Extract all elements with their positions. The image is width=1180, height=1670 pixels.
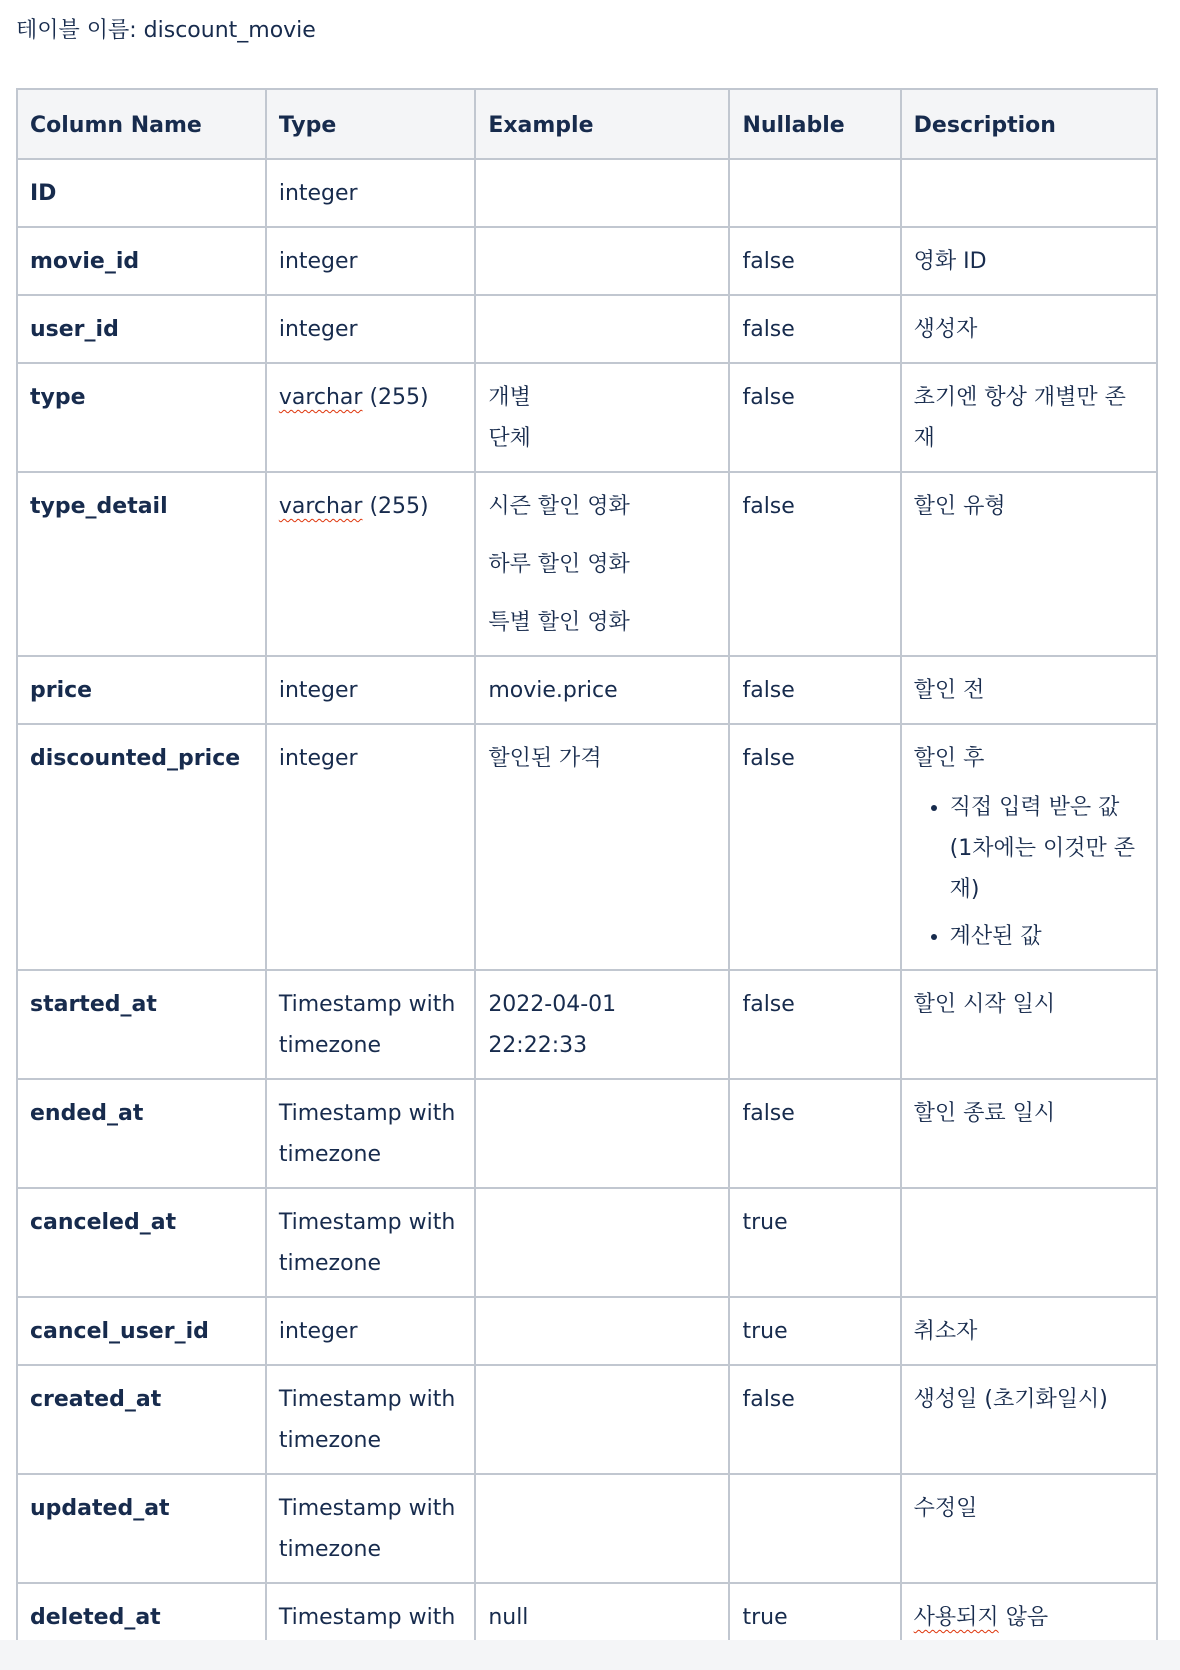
description-text: 생성자	[913, 317, 978, 342]
example-value: 특별 할인 영화	[488, 610, 630, 635]
example-cell	[475, 970, 729, 1079]
nullable-cell: true	[729, 1583, 900, 1670]
nullable-cell: true	[729, 1188, 900, 1297]
header-row	[17, 89, 1157, 159]
nullable-cell: false	[729, 295, 900, 363]
table-row	[17, 970, 1157, 1079]
table-row	[17, 1297, 1157, 1365]
description-cell	[901, 1365, 1157, 1474]
column-name-cell: type	[17, 363, 266, 472]
description-cell	[901, 970, 1157, 1079]
description-cell	[901, 656, 1157, 724]
table-row	[17, 724, 1157, 970]
nullable-cell: false	[729, 970, 900, 1079]
table-row	[17, 656, 1157, 724]
example-cell	[475, 656, 729, 724]
type-rest: (255)	[362, 494, 429, 519]
column-name-cell: type_detail	[17, 472, 266, 656]
type-cell: integer	[266, 1297, 475, 1365]
description-cell	[901, 1297, 1157, 1365]
description-text: 영화 ID	[913, 249, 987, 274]
type-cell: Timestamp with timezone	[266, 1188, 475, 1297]
description-text: 할인 종료 일시	[913, 1101, 1056, 1126]
column-name-cell: discounted_price	[17, 724, 266, 970]
description-text: 초기엔 항상 개별만 존재	[913, 385, 1126, 451]
description-text: 할인 후	[913, 746, 985, 771]
description-text: 할인 유형	[913, 494, 1006, 519]
type-cell: Timestamp with timezone	[266, 1365, 475, 1474]
type-cell: Timestamp with	[266, 1583, 475, 1670]
table-row	[17, 1474, 1157, 1583]
description-text: 생성일 (초기화일시)	[913, 1387, 1108, 1412]
example-cell	[475, 1297, 729, 1365]
nullable-cell: false	[729, 1365, 900, 1474]
type-cell: integer	[266, 724, 475, 970]
example-value: 하루 할인 영화	[488, 552, 630, 577]
column-name-cell: updated_at	[17, 1474, 266, 1583]
description-bullet-list	[914, 787, 1144, 957]
example-cell	[475, 363, 729, 472]
example-cell	[475, 472, 729, 656]
header-description: Description	[901, 89, 1157, 159]
column-name-cell: cancel_user_id	[17, 1297, 266, 1365]
header-example: Example	[475, 89, 729, 159]
nullable-cell: false	[729, 724, 900, 970]
table-body	[17, 159, 1157, 1670]
description-cell	[901, 1474, 1157, 1583]
description-cell	[901, 295, 1157, 363]
table-row	[17, 1365, 1157, 1474]
table-row	[17, 295, 1157, 363]
spellcheck-word: 사용되지	[913, 1605, 999, 1630]
example-cell	[475, 295, 729, 363]
type-cell: Timestamp with timezone	[266, 970, 475, 1079]
example-cell	[475, 227, 729, 295]
column-name-cell: ID	[17, 159, 266, 227]
example-value: movie.price	[488, 678, 618, 703]
column-name-cell: user_id	[17, 295, 266, 363]
example-cell	[475, 159, 729, 227]
example-value: 개별	[488, 385, 531, 410]
bottom-bar	[0, 1640, 1180, 1670]
spellcheck-word: varchar	[278, 385, 363, 410]
column-name-cell: price	[17, 656, 266, 724]
nullable-cell	[729, 1474, 900, 1583]
example-cell	[475, 1188, 729, 1297]
type-cell	[266, 363, 475, 472]
column-name-cell: created_at	[17, 1365, 266, 1474]
nullable-cell: true	[729, 1297, 900, 1365]
description-text: 수정일	[913, 1496, 978, 1521]
table-row	[17, 1188, 1157, 1297]
table-name-label: 테이블 이름: discount_movie	[16, 18, 316, 43]
header-nullable: Nullable	[729, 89, 900, 159]
type-cell: integer	[266, 656, 475, 724]
table-row	[17, 227, 1157, 295]
nullable-cell: false	[729, 363, 900, 472]
description-bullet-item: • 계산된 값	[950, 916, 1144, 957]
description-text: 할인 전	[913, 678, 985, 703]
example-cell	[475, 724, 729, 970]
schema-table	[16, 88, 1158, 1670]
example-cell	[475, 1474, 729, 1583]
type-cell	[266, 472, 475, 656]
table-row	[17, 1079, 1157, 1188]
column-name-cell: started_at	[17, 970, 266, 1079]
nullable-cell: false	[729, 227, 900, 295]
type-cell: Timestamp with timezone	[266, 1079, 475, 1188]
example-cell	[475, 1079, 729, 1188]
example-cell	[475, 1365, 729, 1474]
description-cell	[901, 1188, 1157, 1297]
type-cell: integer	[266, 227, 475, 295]
example-value: 시즌 할인 영화	[488, 494, 630, 519]
header-column-name: Column Name	[17, 89, 266, 159]
type-cell: Timestamp with timezone	[266, 1474, 475, 1583]
nullable-cell: false	[729, 656, 900, 724]
description-rest: 않음	[998, 1605, 1049, 1630]
example-value: 2022-04-01 22:22:33	[488, 992, 617, 1058]
header-type: Type	[266, 89, 475, 159]
spellcheck-word: varchar	[278, 494, 363, 519]
nullable-cell: false	[729, 1079, 900, 1188]
description-cell	[901, 472, 1157, 656]
column-name-cell: ended_at	[17, 1079, 266, 1188]
description-cell	[901, 363, 1157, 472]
example-value: null	[488, 1605, 529, 1630]
nullable-cell	[729, 159, 900, 227]
type-cell: integer	[266, 159, 475, 227]
description-cell	[901, 227, 1157, 295]
nullable-cell: false	[729, 472, 900, 656]
description-text: 할인 시작 일시	[913, 992, 1056, 1017]
column-name-cell: deleted_at	[17, 1583, 266, 1670]
table-row	[17, 472, 1157, 656]
type-rest: (255)	[362, 385, 429, 410]
description-cell	[901, 159, 1157, 227]
description-text: 취소자	[913, 1319, 978, 1344]
example-value: 단체	[488, 426, 531, 451]
column-name-cell: canceled_at	[17, 1188, 266, 1297]
description-cell	[901, 1079, 1157, 1188]
table-row	[17, 363, 1157, 472]
description-bullet-item: • 직접 입력 받은 값 (1차에는 이것만 존재)	[950, 787, 1144, 910]
example-value: 할인된 가격	[488, 746, 602, 771]
column-name-cell: movie_id	[17, 227, 266, 295]
type-cell: integer	[266, 295, 475, 363]
description-cell	[901, 724, 1157, 970]
table-row	[17, 159, 1157, 227]
